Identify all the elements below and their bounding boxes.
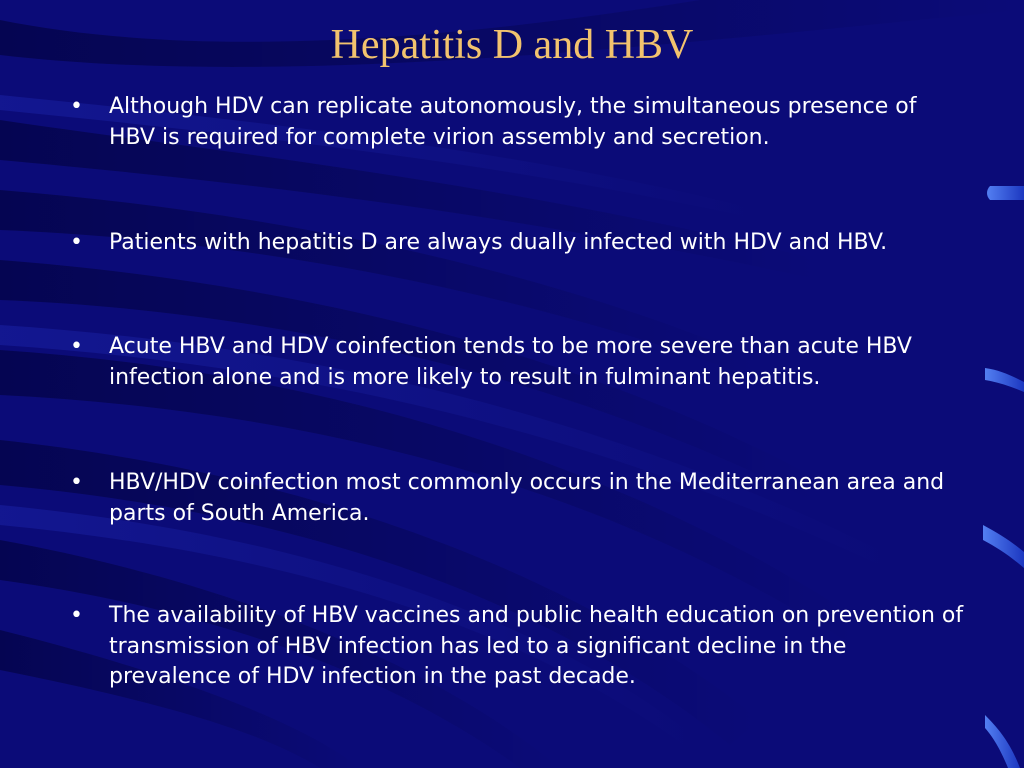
bullet-text: HBV/HDV coinfection most commonly occurs in the Mediterranean area and parts of South America. [109, 470, 945, 526]
bullet-dot-icon: • [70, 94, 83, 119]
bullet-item [70, 228, 970, 259]
bullet-item [70, 468, 970, 529]
slide-title: Hepatitis D and HBV [330, 22, 694, 68]
bullet-text: Although HDV can replicate autonomously, the simultaneous presence of HBV is required for complete virion assembly and secretion. [109, 94, 917, 150]
bullet-text: Acute HBV and HDV coinfection tends to be more severe than acute HBV infection alone and is more likely to result in fulminant hepatitis. [109, 334, 912, 390]
bullet-item [70, 92, 970, 153]
bullet-dot-icon: • [70, 603, 83, 628]
bullet-dot-icon: • [70, 334, 83, 359]
bullet-item [70, 332, 970, 393]
bullet-text: Patients with hepatitis D are always dually infected with HDV and HBV. [109, 230, 888, 255]
bullet-text: The availability of HBV vaccines and public health education on prevention of transmission of HBV infection has led to a significant decline in the prevalence of HDV infection in the past decade. [109, 603, 964, 689]
bullet-dot-icon: • [70, 230, 83, 255]
bullet-item [70, 601, 970, 693]
bullet-dot-icon: • [70, 470, 83, 495]
